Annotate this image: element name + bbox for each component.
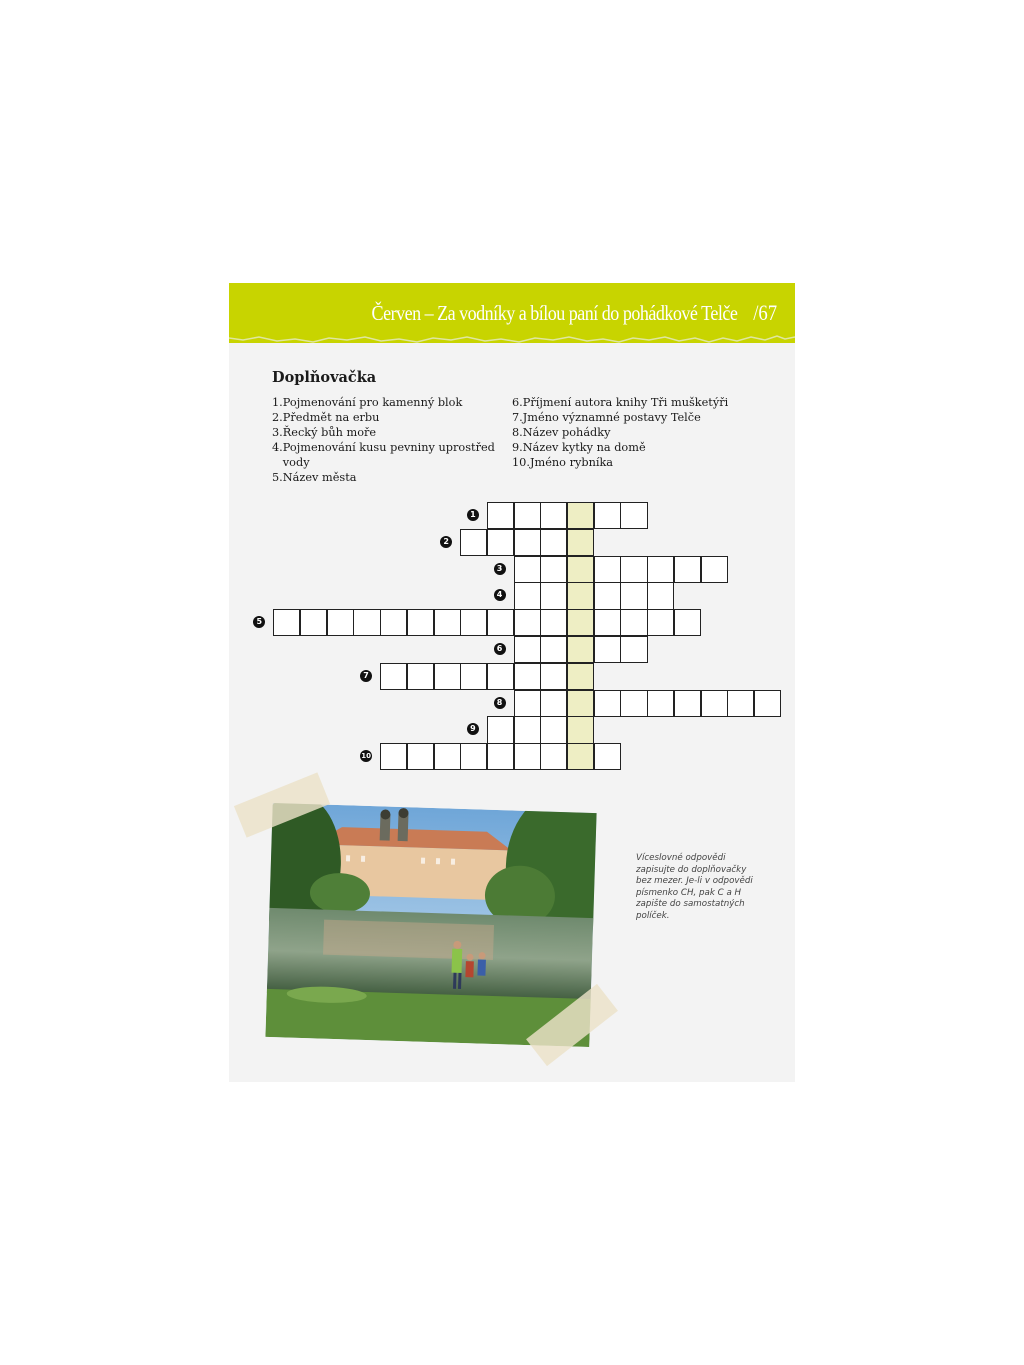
instructions-note: Víceslovné odpovědi zapisujte do doplňovačky bez mezer. Je-li v odpovědi písmenko CH, pak C a H zapište do samostatných políček. xyxy=(636,853,753,921)
grid-cell[interactable] xyxy=(620,556,647,583)
grid-cell[interactable] xyxy=(701,556,728,583)
grid-cell[interactable] xyxy=(514,609,541,636)
grid-cell[interactable] xyxy=(647,609,674,636)
grid-cell[interactable] xyxy=(647,582,674,609)
clue-text: Název města xyxy=(282,471,357,484)
row-number-badge: 6 xyxy=(494,643,506,655)
puzzle-title: Doplňovačka xyxy=(272,369,377,386)
grid-cell[interactable] xyxy=(380,743,407,770)
grid-cell[interactable] xyxy=(407,743,434,770)
clue-item xyxy=(512,410,772,425)
row-number-badge: 5 xyxy=(253,616,265,628)
clue-number: 5. xyxy=(272,471,283,484)
clue-number: 3. xyxy=(272,426,283,439)
grid-cell[interactable] xyxy=(460,609,487,636)
grid-cell[interactable] xyxy=(487,716,514,743)
clue-number: 2. xyxy=(272,411,283,424)
grid-cell[interactable] xyxy=(540,582,567,609)
solution-cell[interactable] xyxy=(567,609,594,636)
grid-cell[interactable] xyxy=(353,609,380,636)
torn-edge xyxy=(229,327,795,351)
grid-cell[interactable] xyxy=(514,716,541,743)
grid-cell[interactable] xyxy=(380,663,407,690)
grid-cell[interactable] xyxy=(540,716,567,743)
grid-cell[interactable] xyxy=(514,582,541,609)
clue-item xyxy=(512,425,772,440)
clue-number: 4. xyxy=(272,441,283,454)
clue-text: Jméno významné postavy Telče xyxy=(522,411,701,424)
clues-right xyxy=(512,395,772,470)
chapter-title: Červen – Za vodníky a bílou paní do pohádkové Telče xyxy=(371,301,737,325)
grid-cell[interactable] xyxy=(594,690,621,717)
grid-cell[interactable] xyxy=(540,502,567,529)
workbook-page xyxy=(229,283,795,1082)
clue-number: 8. xyxy=(512,426,523,439)
clues-left xyxy=(272,395,508,485)
grid-cell[interactable] xyxy=(514,636,541,663)
clue-number: 9. xyxy=(512,441,523,454)
clue-text: Název pohádky xyxy=(522,426,611,439)
grid-cell[interactable] xyxy=(620,690,647,717)
grid-cell[interactable] xyxy=(540,690,567,717)
grid-cell[interactable] xyxy=(460,743,487,770)
grid-cell[interactable] xyxy=(540,609,567,636)
clue-number: 10. xyxy=(512,456,530,469)
castle-lake-photo xyxy=(265,803,596,1047)
clue-number: 1. xyxy=(272,396,283,409)
row-number-badge: 10 xyxy=(361,752,371,761)
grid-cell[interactable] xyxy=(620,636,647,663)
clue-text: Pojmenování pro kamenný blok xyxy=(282,396,463,409)
clue-text: Předmět na erbu xyxy=(282,411,380,424)
photo-telc xyxy=(265,803,596,1047)
row-number-badge: 1 xyxy=(467,509,479,521)
grid-cell[interactable] xyxy=(620,609,647,636)
grid-cell[interactable] xyxy=(540,556,567,583)
clue-item xyxy=(272,410,508,425)
solution-cell[interactable] xyxy=(567,743,594,770)
solution-cell[interactable] xyxy=(567,636,594,663)
grid-cell[interactable] xyxy=(594,556,621,583)
grid-cell[interactable] xyxy=(620,502,647,529)
row-number-badge: 8 xyxy=(494,697,506,709)
grid-cell[interactable] xyxy=(300,609,327,636)
grid-cell[interactable] xyxy=(327,609,354,636)
solution-cell[interactable] xyxy=(567,529,594,556)
grid-cell[interactable] xyxy=(540,529,567,556)
grid-cell[interactable] xyxy=(647,556,674,583)
clue-text: Název kytky na domě xyxy=(522,441,646,454)
grid-cell[interactable] xyxy=(594,502,621,529)
solution-cell[interactable] xyxy=(567,663,594,690)
solution-cell[interactable] xyxy=(567,690,594,717)
grid-cell[interactable] xyxy=(514,743,541,770)
clue-item xyxy=(512,395,772,410)
row-number-badge: 7 xyxy=(360,670,372,682)
grid-cell[interactable] xyxy=(514,502,541,529)
clue-item xyxy=(272,470,508,485)
grid-cell[interactable] xyxy=(380,609,407,636)
clue-number: 7. xyxy=(512,411,523,424)
row-number-badge: 3 xyxy=(494,563,506,575)
row-number-badge: 9 xyxy=(467,723,479,735)
grid-cell[interactable] xyxy=(514,663,541,690)
grid-cell[interactable] xyxy=(701,690,728,717)
grid-cell[interactable] xyxy=(594,609,621,636)
clue-text: Příjmení autora knihy Tři mušketýři xyxy=(522,396,729,409)
grid-cell[interactable] xyxy=(434,743,461,770)
grid-cell[interactable] xyxy=(407,609,434,636)
grid-cell[interactable] xyxy=(674,556,701,583)
grid-cell[interactable] xyxy=(487,609,514,636)
row-number-badge: 4 xyxy=(494,589,506,601)
clue-text: Řecký bůh moře xyxy=(282,426,377,439)
grid-cell[interactable] xyxy=(273,609,300,636)
clue-item xyxy=(512,455,772,470)
grid-cell[interactable] xyxy=(514,556,541,583)
grid-cell[interactable] xyxy=(540,663,567,690)
grid-cell[interactable] xyxy=(647,690,674,717)
grid-cell[interactable] xyxy=(594,582,621,609)
solution-cell[interactable] xyxy=(567,582,594,609)
grid-cell[interactable] xyxy=(540,636,567,663)
clue-item xyxy=(272,425,508,440)
grid-cell[interactable] xyxy=(727,690,754,717)
grid-cell[interactable] xyxy=(487,743,514,770)
grid-cell[interactable] xyxy=(434,663,461,690)
solution-cell[interactable] xyxy=(567,556,594,583)
grid-cell[interactable] xyxy=(674,690,701,717)
grid-cell[interactable] xyxy=(460,529,487,556)
grid-cell[interactable] xyxy=(487,502,514,529)
clue-item xyxy=(272,395,508,410)
grid-cell[interactable] xyxy=(460,663,487,690)
clue-item xyxy=(512,440,772,455)
solution-cell[interactable] xyxy=(567,716,594,743)
solution-cell[interactable] xyxy=(567,502,594,529)
row-number-badge: 2 xyxy=(440,536,452,548)
grid-cell[interactable] xyxy=(514,690,541,717)
grid-cell[interactable] xyxy=(514,529,541,556)
grid-cell[interactable] xyxy=(434,609,461,636)
clue-text: Pojmenování kusu pevniny uprostřed vody xyxy=(282,441,495,469)
grid-cell[interactable] xyxy=(594,636,621,663)
grid-cell[interactable] xyxy=(540,743,567,770)
page-number: /67 xyxy=(753,300,777,325)
grid-cell[interactable] xyxy=(407,663,434,690)
clue-text: Jméno rybníka xyxy=(529,456,614,469)
grid-cell[interactable] xyxy=(487,529,514,556)
grid-cell[interactable] xyxy=(487,663,514,690)
grid-cell[interactable] xyxy=(674,609,701,636)
clue-item xyxy=(272,440,508,470)
clue-number: 6. xyxy=(512,396,523,409)
grid-cell[interactable] xyxy=(594,743,621,770)
grid-cell[interactable] xyxy=(754,690,781,717)
grid-cell[interactable] xyxy=(620,582,647,609)
